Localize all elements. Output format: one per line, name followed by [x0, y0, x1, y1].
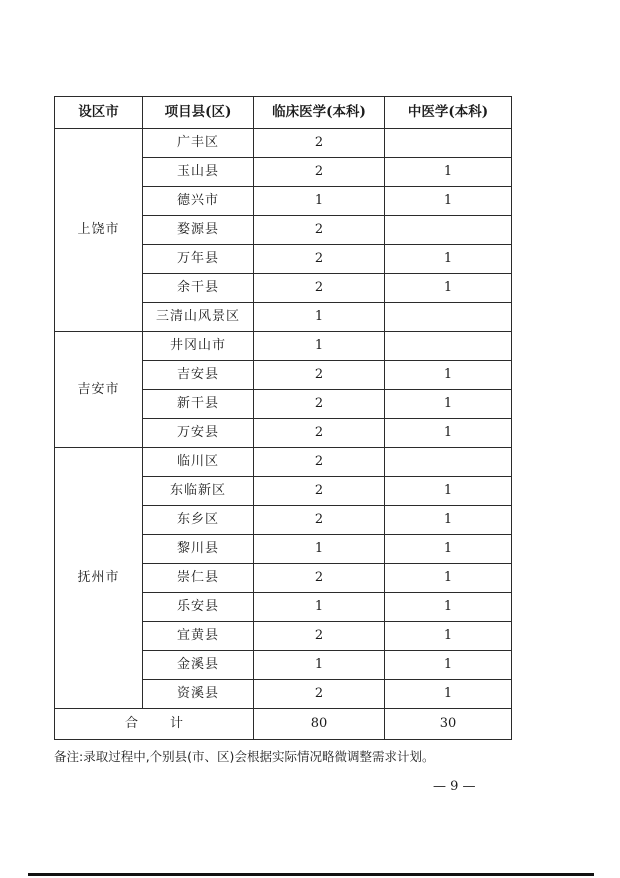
- tcm-count-cell: 1: [385, 187, 512, 216]
- total-label: 合计: [124, 716, 215, 731]
- tcm-count-cell: 1: [385, 506, 512, 535]
- county-cell: 万年县: [143, 245, 254, 274]
- county-cell: 余干县: [143, 274, 254, 303]
- clinical-count-cell: 2: [254, 158, 385, 187]
- total-label-cell: [55, 709, 254, 740]
- tcm-count-cell: 1: [385, 419, 512, 448]
- tcm-count-cell: 1: [385, 390, 512, 419]
- clinical-count-cell: 1: [254, 651, 385, 680]
- total-tcm: 30: [385, 709, 512, 740]
- tcm-count-cell: 1: [385, 535, 512, 564]
- county-cell: 德兴市: [143, 187, 254, 216]
- header-county: 项目县(区): [143, 97, 254, 129]
- tcm-count-cell: 1: [385, 477, 512, 506]
- total-clinical: 80: [254, 709, 385, 740]
- county-cell: 新干县: [143, 390, 254, 419]
- county-cell: 东乡区: [143, 506, 254, 535]
- clinical-count-cell: 1: [254, 593, 385, 622]
- city-cell: 上饶市: [55, 129, 143, 332]
- tcm-count-cell: [385, 448, 512, 477]
- clinical-count-cell: 2: [254, 622, 385, 651]
- county-cell: 井冈山市: [143, 332, 254, 361]
- clinical-count-cell: 2: [254, 448, 385, 477]
- tcm-count-cell: [385, 216, 512, 245]
- county-cell: 万安县: [143, 419, 254, 448]
- county-cell: 金溪县: [143, 651, 254, 680]
- footnote: 备注:录取过程中,个别县(市、区)会根据实际情况略微调整需求计划。: [54, 749, 435, 764]
- header-tcm: 中医学(本科): [385, 97, 512, 129]
- tcm-count-cell: 1: [385, 651, 512, 680]
- county-cell: 宜黄县: [143, 622, 254, 651]
- tcm-count-cell: 1: [385, 593, 512, 622]
- table-row: [55, 129, 512, 158]
- clinical-count-cell: 2: [254, 419, 385, 448]
- clinical-count-cell: 2: [254, 245, 385, 274]
- header-clinical-medicine: 临床医学(本科): [254, 97, 385, 129]
- clinical-count-cell: 2: [254, 564, 385, 593]
- county-cell: 黎川县: [143, 535, 254, 564]
- clinical-count-cell: 2: [254, 361, 385, 390]
- city-cell: 抚州市: [55, 448, 143, 709]
- bottom-rule: [28, 873, 594, 876]
- header-city: 设区市: [55, 97, 143, 129]
- tcm-count-cell: 1: [385, 564, 512, 593]
- tcm-count-cell: 1: [385, 158, 512, 187]
- city-cell: 吉安市: [55, 332, 143, 448]
- clinical-count-cell: 2: [254, 216, 385, 245]
- tcm-count-cell: 1: [385, 622, 512, 651]
- county-cell: 吉安县: [143, 361, 254, 390]
- clinical-count-cell: 1: [254, 187, 385, 216]
- table-header-row: [55, 97, 512, 129]
- clinical-count-cell: 2: [254, 390, 385, 419]
- total-row: [55, 709, 512, 740]
- tcm-count-cell: [385, 303, 512, 332]
- tcm-count-cell: 1: [385, 680, 512, 709]
- county-cell: 婺源县: [143, 216, 254, 245]
- county-cell: 三清山风景区: [143, 303, 254, 332]
- clinical-count-cell: 2: [254, 506, 385, 535]
- county-cell: 崇仁县: [143, 564, 254, 593]
- clinical-count-cell: 1: [254, 332, 385, 361]
- clinical-count-cell: 1: [254, 535, 385, 564]
- county-cell: 东临新区: [143, 477, 254, 506]
- county-cell: 临川区: [143, 448, 254, 477]
- county-cell: 资溪县: [143, 680, 254, 709]
- table-row: [55, 448, 512, 477]
- tcm-count-cell: [385, 129, 512, 158]
- page-number: — 9 —: [433, 779, 476, 794]
- county-cell: 乐安县: [143, 593, 254, 622]
- enrollment-allocation-table: [54, 96, 512, 740]
- tcm-count-cell: [385, 332, 512, 361]
- county-cell: 广丰区: [143, 129, 254, 158]
- table-body: [55, 129, 512, 709]
- clinical-count-cell: 2: [254, 274, 385, 303]
- county-cell: 玉山县: [143, 158, 254, 187]
- clinical-count-cell: 2: [254, 129, 385, 158]
- clinical-count-cell: 2: [254, 680, 385, 709]
- tcm-count-cell: 1: [385, 245, 512, 274]
- tcm-count-cell: 1: [385, 274, 512, 303]
- table-row: [55, 332, 512, 361]
- clinical-count-cell: 1: [254, 303, 385, 332]
- clinical-count-cell: 2: [254, 477, 385, 506]
- tcm-count-cell: 1: [385, 361, 512, 390]
